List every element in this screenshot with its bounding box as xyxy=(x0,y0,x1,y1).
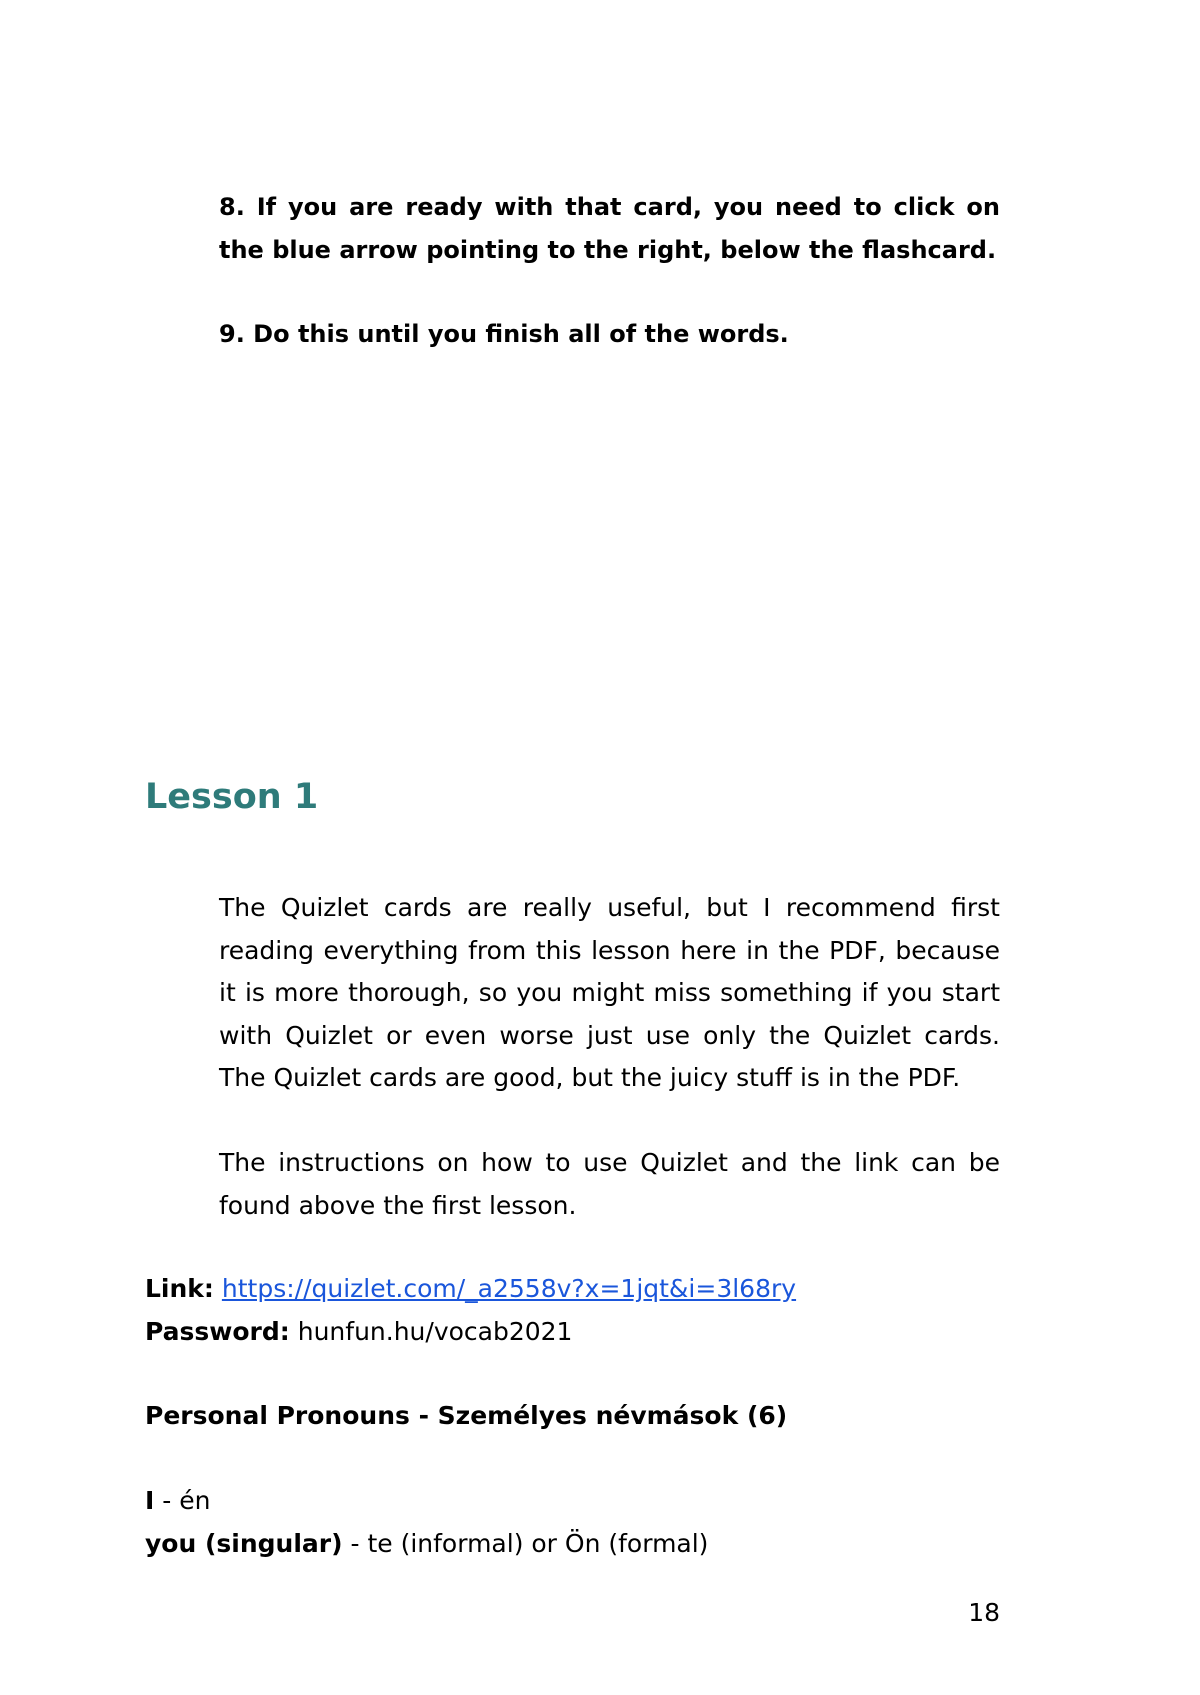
password-line xyxy=(145,1311,572,1353)
vocab-item xyxy=(145,1480,210,1522)
instruction-step-9: 9. Do this until you finish all of the words. xyxy=(219,320,789,348)
vocab-term: I xyxy=(145,1486,155,1515)
quizlet-link[interactable]: https://quizlet.com/_a2558v?x=1jqt&i=3l68ry xyxy=(221,1274,797,1303)
password-value: hunfun.hu/vocab2021 xyxy=(297,1317,573,1346)
page-number: 18 xyxy=(968,1598,1000,1627)
instructions-note-paragraph: The instructions on how to use Quizlet and the link can be found above the first lesson. xyxy=(219,1148,1000,1220)
instruction-step-8: 8. If you are ready with that card, you need to click on the blue arrow pointing to the right, below the flashcard. xyxy=(219,193,1000,264)
vocab-item xyxy=(145,1523,708,1565)
vocab-translation: - te (informal) or Ön (formal) xyxy=(342,1529,709,1558)
quizlet-link-line xyxy=(145,1268,796,1310)
lesson-intro-paragraph: The Quizlet cards are really useful, but I recommend first reading everything from this lesson here in the PDF, because it is more thorough, so you might miss something if you start with Quizlet or even worse just use only the Quizlet cards. The Quizlet cards are good, but the juicy stuff is in the PDF. xyxy=(219,893,1000,1092)
personal-pronouns-heading: Personal Pronouns - Személyes névmások (6) xyxy=(145,1401,788,1430)
lesson-heading: Lesson 1 xyxy=(145,777,319,817)
link-label: Link: xyxy=(145,1274,214,1303)
vocab-translation: - én xyxy=(154,1486,211,1515)
vocab-term: you (singular) xyxy=(145,1529,343,1558)
password-label: Password: xyxy=(145,1317,290,1346)
